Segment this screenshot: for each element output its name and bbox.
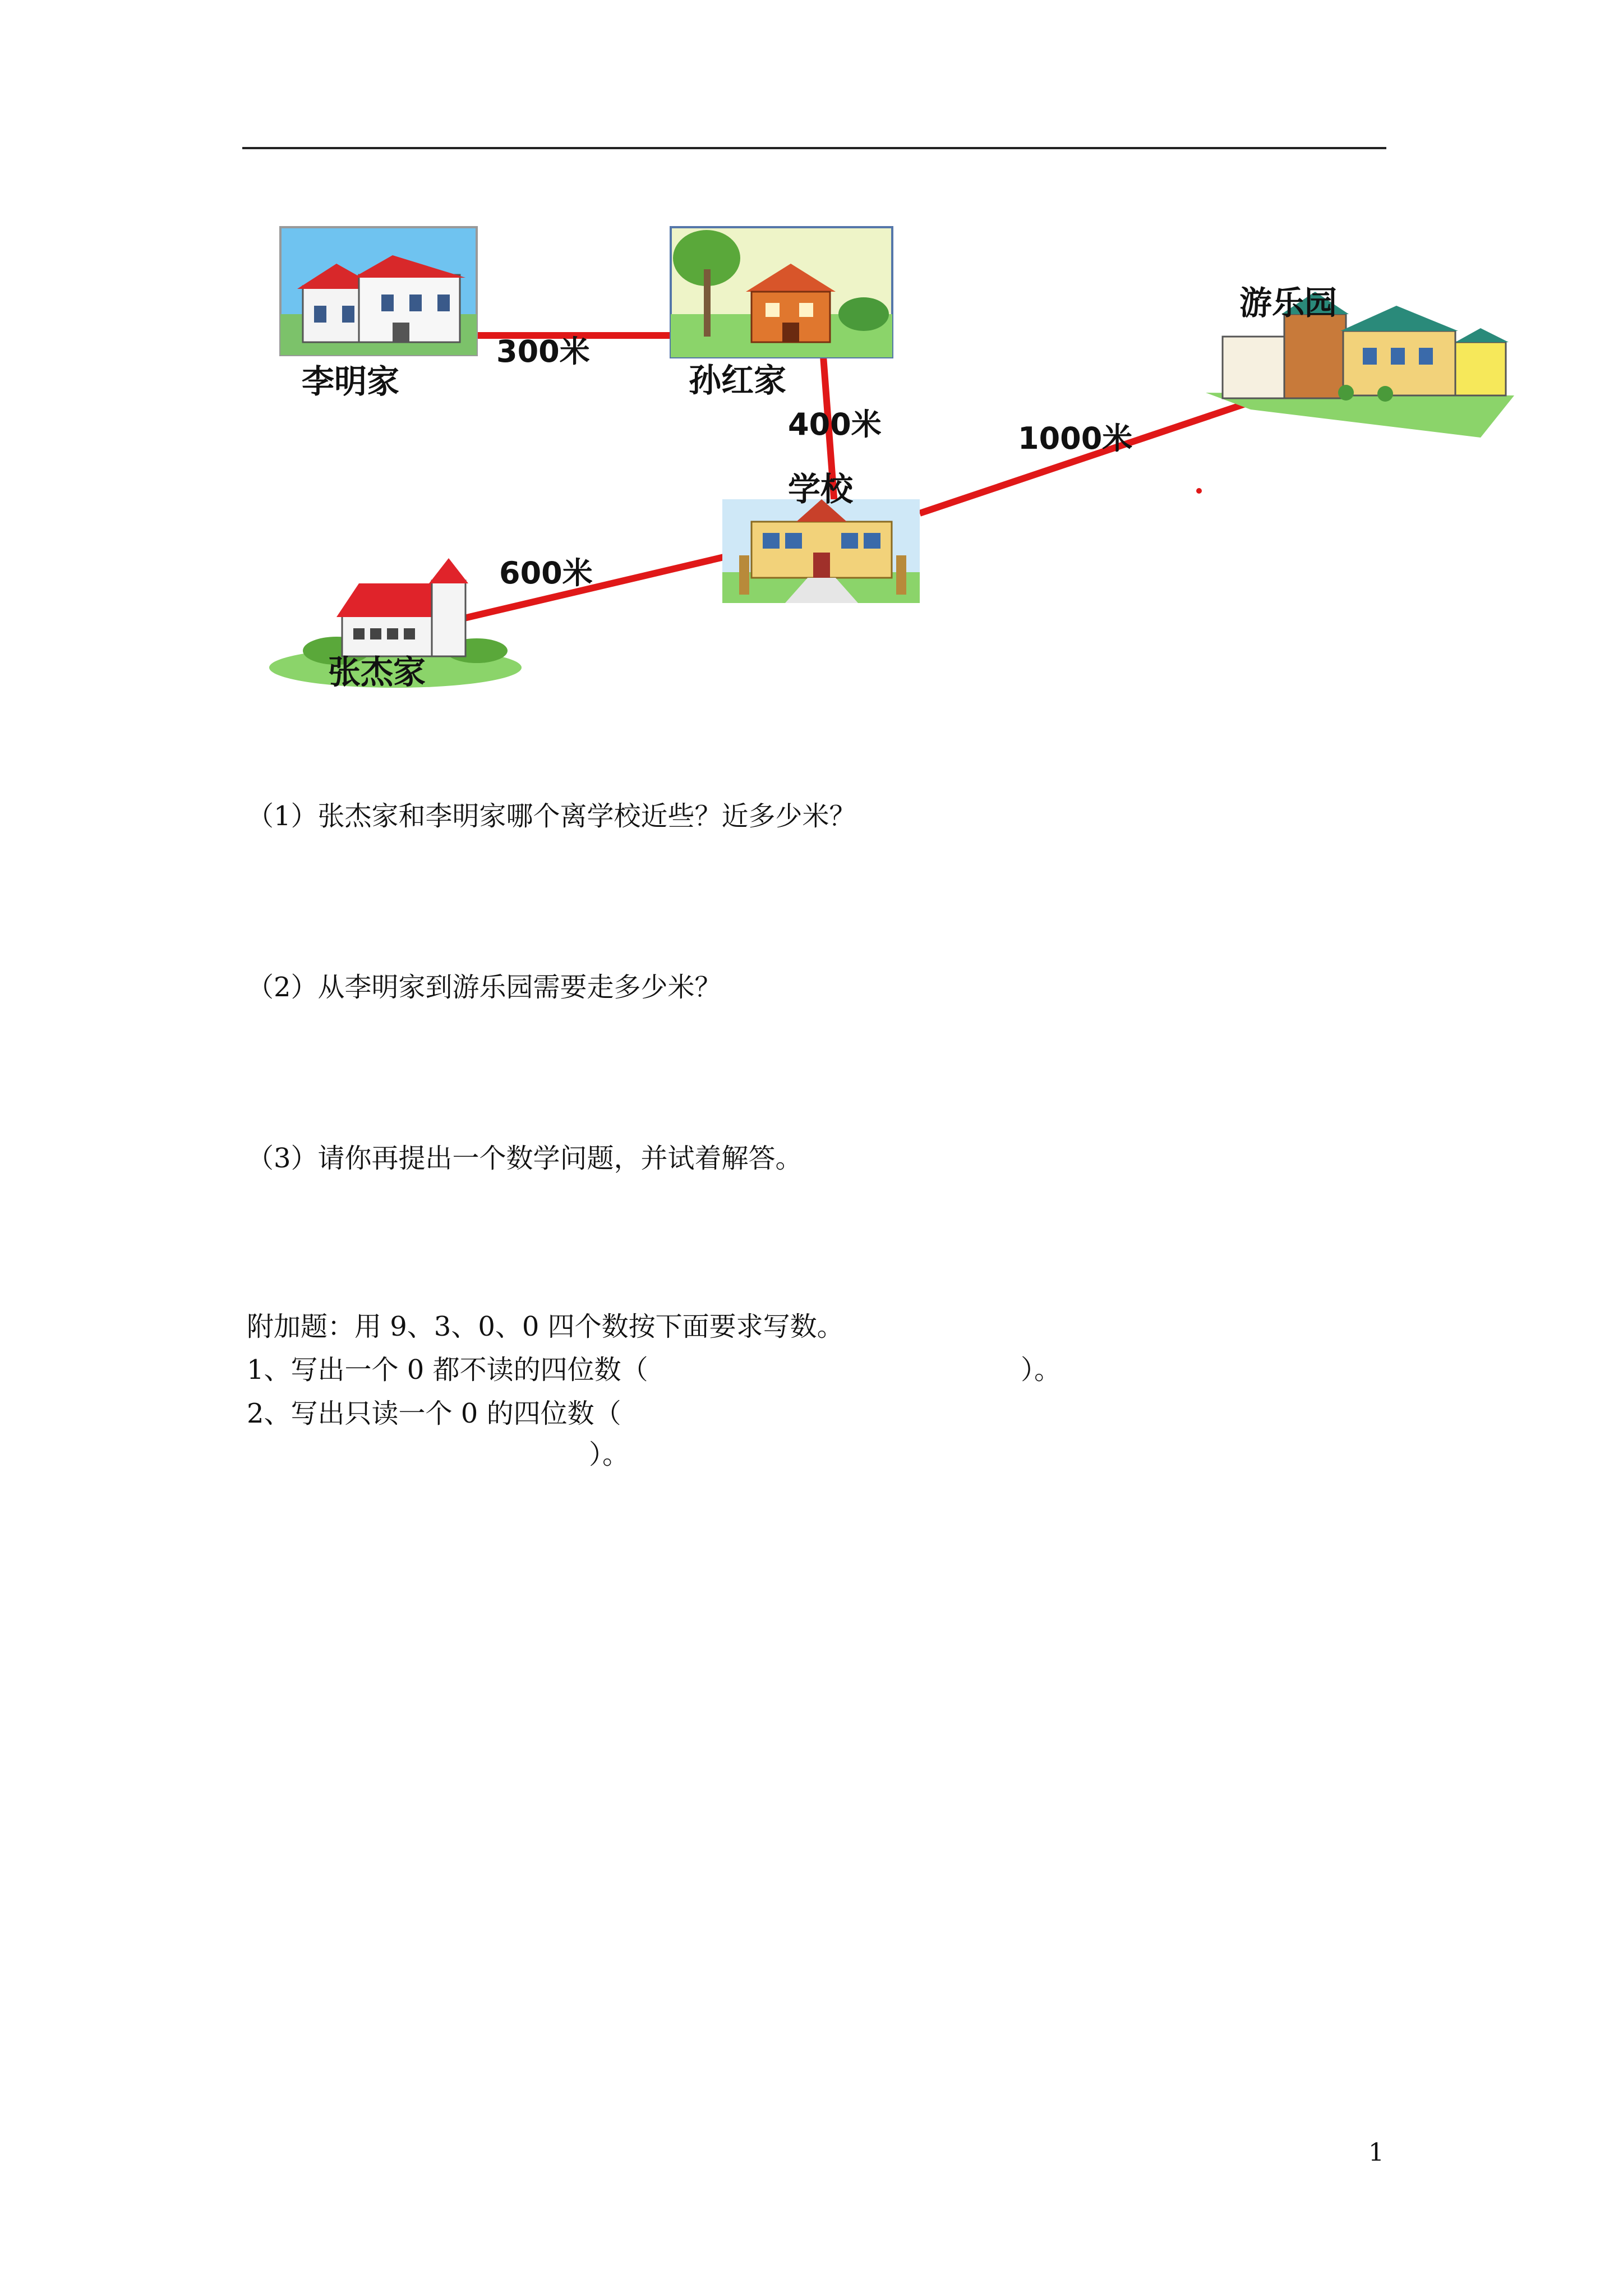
label-zhangjie: 张杰家 (328, 653, 426, 691)
school-illustration (722, 499, 920, 603)
bonus-item-1-suffix: ）。 (1021, 1354, 1062, 1386)
bonus-title: 附加题：用 9、3、0、0 四个数按下面要求写数。 (247, 1311, 844, 1342)
distance-liming-sunhong: 300米 (496, 334, 590, 369)
label-sunhong: 孙红家 (689, 361, 787, 399)
label-school: 学校 (788, 470, 854, 508)
label-park: 游乐园 (1239, 284, 1338, 322)
label-liming: 李明家 (302, 362, 400, 401)
page-number: 1 (1368, 2138, 1384, 2167)
liming-house-illustration (280, 227, 477, 355)
distance-school-park: 1000米 (1018, 421, 1133, 456)
red-dot (1196, 488, 1202, 494)
distance-sunhong-school: 400米 (788, 407, 882, 442)
distance-zhangjie-school: 600米 (499, 555, 593, 591)
bonus-item-2-suffix: ）。 (589, 1439, 630, 1470)
question-1: （1）张杰家和李明家哪个离学校近些？近多少米？ (247, 800, 856, 832)
bonus-item-1-prefix: 1、写出一个 0 都不读的四位数（ (247, 1354, 648, 1386)
sunhong-house-illustration (671, 227, 892, 357)
bonus-item-2-prefix: 2、写出只读一个 0 的四位数（ (247, 1398, 621, 1429)
question-3: （3）请你再提出一个数学问题，并试着解答。 (247, 1143, 803, 1174)
question-2: （2）从李明家到游乐园需要走多少米？ (247, 972, 722, 1003)
route-map (0, 0, 1623, 729)
